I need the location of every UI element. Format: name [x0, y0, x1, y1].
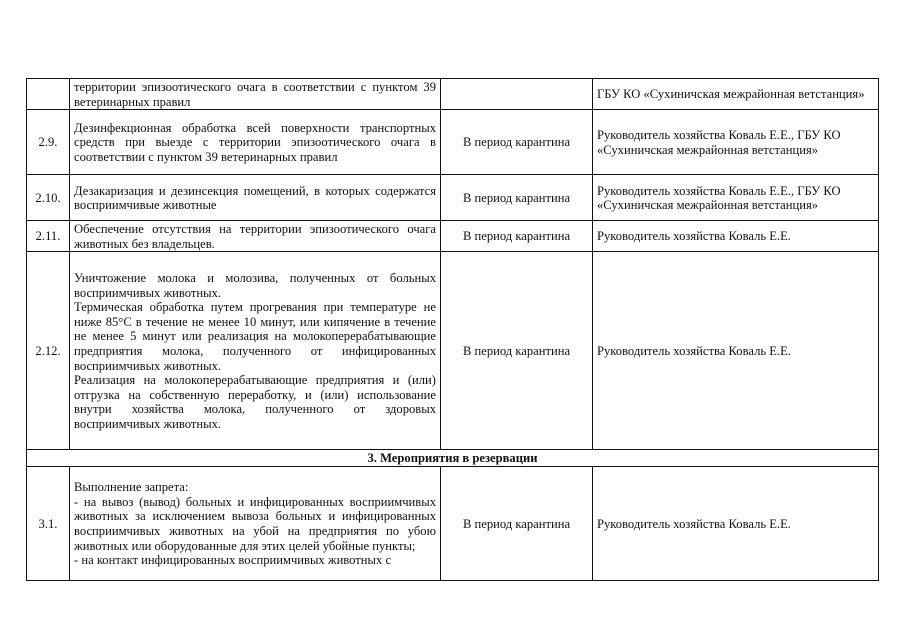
- measure-responsible: Руководитель хозяйства Коваль Е.Е.: [593, 221, 879, 252]
- measure-responsible: ГБУ КО «Сухиничская межрайонная ветстанция»: [593, 79, 879, 110]
- measure-description: Обеспечение отсутствия на территории эпизоотического очага животных без владельцев.: [70, 221, 441, 252]
- measure-period: В период карантина: [441, 175, 593, 221]
- quarantine-measures-table: [26, 78, 879, 581]
- measure-responsible: Руководитель хозяйства Коваль Е.Е.: [593, 252, 879, 450]
- row-number: [27, 79, 70, 110]
- row-number: 2.12.: [27, 252, 70, 450]
- measure-responsible: Руководитель хозяйства Коваль Е.Е.: [593, 466, 879, 580]
- table-row: [27, 252, 879, 450]
- table-row: [27, 110, 879, 175]
- table-row: [27, 466, 879, 580]
- measure-responsible: Руководитель хозяйства Коваль Е.Е., ГБУ КО «Сухиничская межрайонная ветстанция»: [593, 175, 879, 221]
- section-header-row: [27, 450, 879, 467]
- measure-description: территории эпизоотического очага в соответствии с пунктом 39 ветеринарных правил: [70, 79, 441, 110]
- measure-period: В период карантина: [441, 466, 593, 580]
- measure-description: Дезинфекционная обработка всей поверхности транспортных средств при выезде с территории эпизоотического очага в соответствии с пунктом 39 ветеринарных правил: [70, 110, 441, 175]
- row-number: 2.9.: [27, 110, 70, 175]
- table-row: [27, 175, 879, 221]
- measure-description: Уничтожение молока и молозива, полученных от больных восприимчивых животных. Термическая обработка путем прогревания при температуре не ниже 85°С в течение не менее 10 минут, или кипячение в течение не менее 5 минут или реализация на молокоперерабатывающие предприятия молока, полученного от инфицированных восприимчивых животных. Реализация на молокоперерабатывающие предприятия и (или) отгрузка на собственную переработку, и (или) использование внутри хозяйства молока, полученного от здоровых восприимчивых животных.: [70, 252, 441, 450]
- measure-period: [441, 79, 593, 110]
- measure-period: В период карантина: [441, 252, 593, 450]
- row-number: 2.10.: [27, 175, 70, 221]
- measure-period: В период карантина: [441, 110, 593, 175]
- measure-period: В период карантина: [441, 221, 593, 252]
- table-row: [27, 221, 879, 252]
- row-number: 3.1.: [27, 466, 70, 580]
- measure-responsible: Руководитель хозяйства Коваль Е.Е., ГБУ КО «Сухиничская межрайонная ветстанция»: [593, 110, 879, 175]
- table-row: [27, 79, 879, 110]
- measure-description: Дезакаризация и дезинсекция помещений, в которых содержатся восприимчивые животные: [70, 175, 441, 221]
- measure-description: Выполнение запрета: - на вывоз (вывод) больных и инфицированных восприимчивых животных за исключением вывоза больных и инфицированных восприимчивых животных на убой на предприятия по убою животных или оборудованные для этих целей убойные пункты; - на контакт инфицированных восприимчивых животных с: [70, 466, 441, 580]
- section-title: 3. Мероприятия в резервации: [27, 450, 879, 467]
- row-number: 2.11.: [27, 221, 70, 252]
